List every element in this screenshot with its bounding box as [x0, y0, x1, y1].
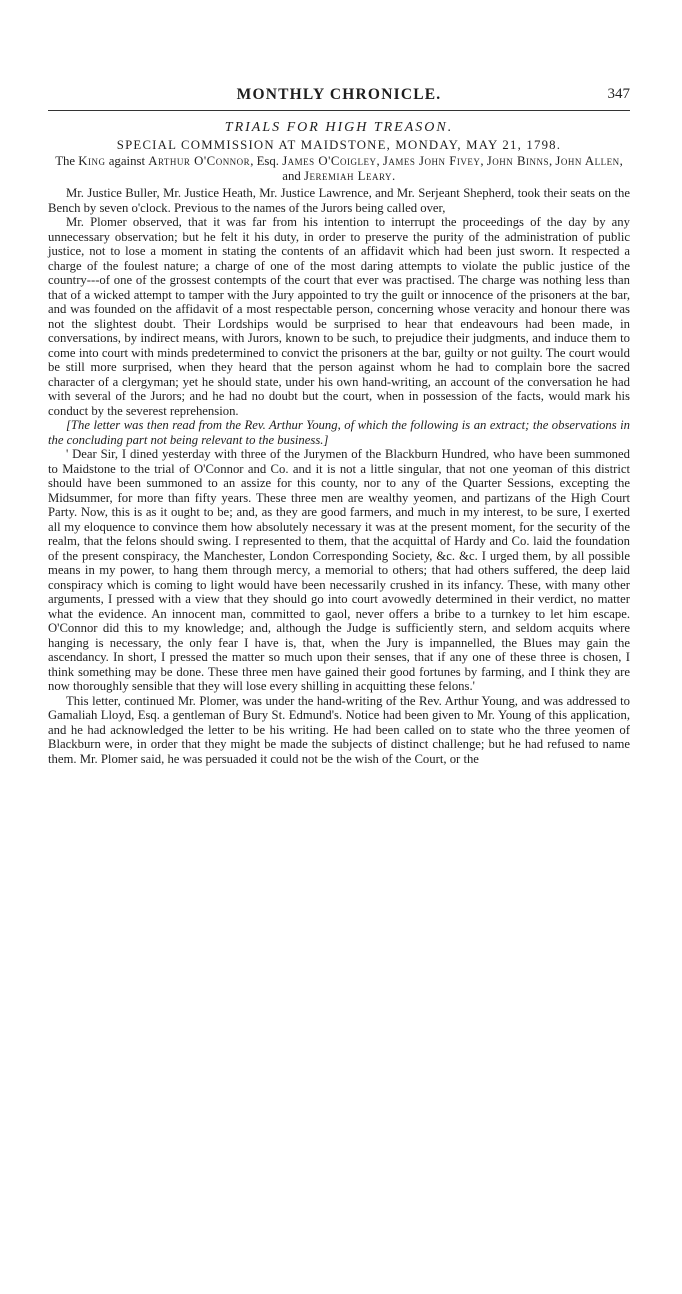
- paragraph-letter-text: ' Dear Sir, I dined yesterday with three of the Jurymen of the Blackburn Hundred, who have been summoned to Maidstone to the trial of O'Connor and Co. and it is not a little singular, that not one yeoman of this district should have been summoned to an assize for this county, nor to any of the Quarter Sessions, excepting the Midsummer, for more than fifty years. These three men are wealthy yeomen, and partizans of the High Court Party. Now, this is as it ought to be; and, as they are good farmers, and much in my interest, to be sure, I exerted all my eloquence to convince them how absolutely necessary it was at the present moment, for the security of the realm, that the felons should swing. I represented to them, that the acquittal of Hardy and Co. laid the foundation of the present conspiracy, the Manchester, London Corresponding Society, &c. &c. I urged them, by all possible means in my power, to hang them through mercy, a memorial to others; that had others suffered, the deep laid conspiracy which is coming to light would have been necessarily crushed in its infancy. These, with many other arguments, I pressed with a view that they should go into court avowedly determined in their verdict, no matter what the evidence. An innocent man, committed to gaol, never offers a bribe to a turnkey to let him escape. O'Connor did this to my knowledge; and, although the Judge is sufficiently stern, and seldom acquits where hanging is necessary, the only fear I have is, that, when the Jury is impannelled, the Blues may gain the ascendancy. In short, I pressed the matter so much upon their senses, that if any one of these three is chosen, I think something may be done. These three men have gained their good fortunes by farming, and I think they are now thoroughly sensible that they will lose every shilling in acquitting these felons.': [48, 447, 630, 693]
- header-rule: [48, 110, 630, 111]
- defendant-fivey: James John Fivey: [382, 154, 481, 168]
- defendant-ocoigley: James O'Coigley: [282, 154, 377, 168]
- article-body: [48, 186, 630, 766]
- caption-against: against: [108, 154, 145, 168]
- caption-and: , and: [282, 154, 623, 183]
- caption-king: King: [78, 154, 106, 168]
- paragraph-plomer-statement: Mr. Plomer observed, that it was far from his intention to interrupt the proceedings of the day by any unnecessary observation; but he felt it his duty, in order to preserve the purity of the administration of public justice, not to lose a moment in stating the contents of an affidavit which had been just sworn. It respected a charge of the foulest nature; a charge of one of the most daring attempts to violate the public justice of the country---of one of the grossest contempts of the court that ever was practised. The charge was nothing less than that of a wicked attempt to tamper with the Jury appointed to try the guilt or innocence of the prisoners at the bar, and was founded on the affidavit of a most respectable person, concerning whose veracity and honour there was not the slightest doubt. Their Lordships would be surprised to hear that endeavours had been made, in conversations, by indirect means, with Jurors, known to be such, to prejudice their judgments, and induce them to come into court with minds predetermined to convict the prisoners at the bar, guilty or not guilty. The court would be still more surprised, when they heard that the person against whom he had to complain bore the sacred character of a clergyman; yet he should state, under his own hand-writing, an account of the conversation he had with several of the Jurors; and he had no doubt but the court, when in possession of the facts, would mark his conduct by the severest reprehension.: [48, 215, 630, 418]
- defendant-allen: John Allen: [555, 154, 620, 168]
- page-header: [48, 86, 630, 120]
- defendant-leary: Jeremiah Leary.: [303, 169, 396, 183]
- section-title: TRIALS FOR HIGH TREASON.: [224, 120, 454, 135]
- commission-line: SPECIAL COMMISSION AT MAIDSTONE, MONDAY, MAY 21, 1798.: [116, 138, 562, 152]
- paragraph-judges: Mr. Justice Buller, Mr. Justice Heath, Mr. Justice Lawrence, and Mr. Serjeant Shepherd, took their seats on the Bench by seven o'clock. Previous to the names of the Jurors being called over,: [48, 186, 630, 215]
- page-number: 347: [607, 86, 630, 102]
- paragraph-plomer-continued: This letter, continued Mr. Plomer, was under the hand-writing of the Rev. Arthur Young, and was addressed to Gamaliah Lloyd, Esq. a gentleman of Bury St. Edmund's. Notice had been given to Mr. Young of this application, and he had acknowledged the letter to be his writing. He had been called on to state who the three yeomen of Blackburn were, in order that they might be made the subjects of distinct challenge; but he had refused to name them. Mr. Plomer said, he was persuaded it could not be the wish of the Court, or the: [48, 693, 630, 766]
- caption-esq: , Esq.: [250, 154, 279, 168]
- caption-the: The: [55, 154, 76, 168]
- running-title: MONTHLY CHRONICLE.: [236, 86, 442, 103]
- paragraph-letter-note: [The letter was then read from the Rev. Arthur Young, of which the following is an extract; the observations in the concluding part not being relevant to the business.]: [48, 418, 630, 447]
- document-page: [0, 86, 682, 1294]
- defendant-binns: John Binns: [486, 154, 549, 168]
- defendant-oconnor: Arthur O'Connor: [148, 154, 251, 168]
- case-caption: The King against Arthur O'Connor, Esq. James O'Coigley, James John Fivey, John Binns, John Allen, and Jeremiah Leary.: [55, 154, 623, 183]
